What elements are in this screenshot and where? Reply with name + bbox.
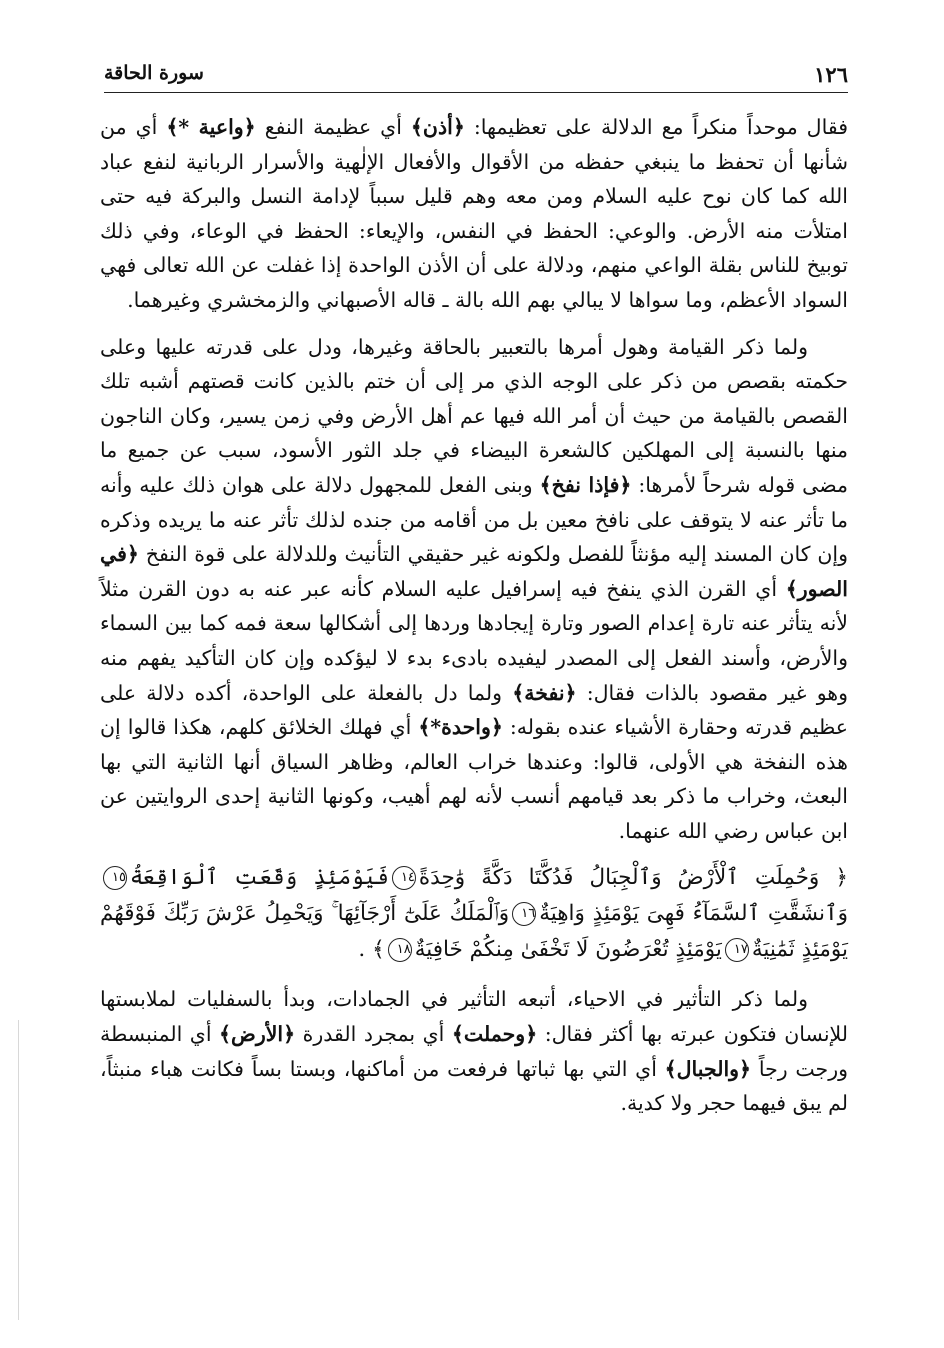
surah-title: سورة الحاقة [104,62,204,84]
text-run: أي بمجرد القدرة [295,1022,452,1047]
page-number: ١٢٦ [814,62,848,87]
text-run: ولما ذكر القيامة وهول أمرها بالتعبير بالحاقة وغيرها، ودل على قدرته عليها وعلى حكمته بقصص من ذكر على الوجه الذي مر إلى أن ختم بالذين كانت قصتهم أشبه تلك القصص بالقيامة من حيث أن أمر الله فيها عم أهل الأرض وفي زمن يسير، وكان الناجون منها بالنسبة إلى المهلكين كالشعرة البيضاء في جلد الثور الأسود، سبب عن جميع ما مضى قوله شرحاً لأمرها: [100,334,849,497]
verse-number-marker: ١٨ [388,938,412,962]
verse-text: وَحُمِلَتِ ٱلْأَرْضُ وَٱلْجِبَالُ فَدُكَّتَا دَكَّةً وَٰحِدَةً [418,865,820,891]
bracket-open: ﴿ [835,865,848,891]
verse-text: وَٱلْمَلَكُ عَلَىٰٓ أَرْجَآئِهَا ۚ وَيَحْمِلُ عَرْشَ رَبِّكَ فَوْقَهُمْ يَوْمَئِذٍ ثَمَٰنِيَةٌ [100,901,848,963]
quran-keyword: ﴿واعية *﴾ [166,115,256,139]
verse-number-marker: ١٤ [392,866,416,890]
text-run: أي القرن الذي ينفخ فيه إسرافيل عليه السلام كأنه عبر عنه به دون القرن مثلاً لأنه يتأثر عنه تارة إعدام الصور وتارة إيجادها وردها إلى أشكالها سعة فمه كما بين السماء والأرض، وأسند الفعل إلى المصدر ليفيده بادىء بدء لا ليؤكده وإن كان التأكيد يفهم منه وهو غير مقصود بالذات فقال: [100,576,848,705]
quran-keyword: ﴿فإذا نفخ﴾ [539,472,632,497]
paragraph-2 [100,330,848,849]
verse-number-marker: ١٦ [512,902,536,926]
quran-keyword: ﴿نفخة﴾ [512,680,577,705]
scan-margin-line [18,1020,19,1320]
text-run: ولما دل بالفعلة على الواحدة، أكده دلالة على عظيم قدرته وحقارة الأشياء عنده بقوله: [100,680,848,740]
quran-verses-block [100,860,848,968]
text-run: أي فهلك الخلائق كلهم، هكذا قالوا إن هذه النفخة هي الأولى، قالوا: وعندها خراب العالم، وظاهر السياق أنها الثانية التي بها البعث، وخراب ما ذكر بعد قيامهم أنسب لأنه لهم أهيب، وكونها الثانية إحدى الروايتين عن ابن عباس رضي الله عنهما. [100,715,848,843]
verse-text: وَٱنشَقَّتِ ٱلسَّمَآءُ فَهِىَ يَوْمَئِذٍ وَاهِيَةٌ [539,901,848,927]
quran-keyword: ﴿وحملت﴾ [451,1022,538,1047]
paragraph-3 [100,982,848,1120]
page-body [100,110,848,1133]
text-run: فقال موحداً منكراً مع الدلالة على تعظيمها: [464,115,848,139]
text-run: أي من شأنها أن تحفظ ما ينبغي حفظه من الأقوال والأفعال الإلٰهية والأسرار الربانية لنفع عباد الله كما كان نوح عليه السلام ومن معه وهم قليل سبباً لإدامة النسل والبركة فيه حتى امتلأت منه الأرض. والوعي: الحفظ في النفس، والإيعاء: الحفظ في الوعاء، وفي ذلك توبيخ للناس بقلة الواعي منهم، ودلالة على أن الأذن الواحدة إذا غفلت عن الله تعالى فهي السواد الأعظم، وما سواها لا يبالي بهم الله بالة ـ قاله الأصبهاني والزمخشري وغيرهما. [100,115,848,312]
bracket-close: ﴾ . [358,937,385,963]
quran-keyword: ﴿الأرض﴾ [219,1022,296,1047]
text-run: وبنى الفعل للمجهول دلالة على هوان ذلك عليه وأنه ما تأثر عنه لا يتوقف على نافخ معين بل من أقامه من جنده لذلك تأثر عنه ما يريده وذكره وإن كان المسند إليه مؤنثاً للفصل ولكونه غير حقيقي التأنيث وللدلالة على قوة النفخ [100,472,848,567]
quran-keyword: ﴿واحدة*﴾ [418,715,503,740]
quran-keyword: ﴿أذن﴾ [410,115,465,139]
text-run: أي عظيمة النفع [255,115,411,139]
page-header [104,58,848,93]
verse-number-marker: ١٥ [103,866,127,890]
quran-keyword: ﴿في الصور﴾ [100,542,848,601]
verse-number-marker: ١٧ [725,938,749,962]
quran-keyword: ﴿والجبال﴾ [664,1056,752,1081]
paragraph-1 [100,110,848,318]
verse-text: فَيَوْمَئِذٍ وَقَعَتِ ٱلْوَاقِعَةُ [130,865,389,891]
text-run: أي المنبسطة ورجت رجاً [100,1022,848,1081]
text-run: ولما ذكر التأثير في الاحياء، أتبعه التأثير في الجمادات، وبدأ بالسفليات لملابستها للإنسان فتكون عبرته بها أكثر فقال: [100,987,848,1047]
text-run: أي التي بها ثباتها فرفعت من أماكنها، وبستا بساً فكانت هباء منبثاً، لم يبق فيهما حجر ولا كدية. [100,1056,848,1116]
verse-text: يَوْمَئِذٍ تُعْرَضُونَ لَا تَخْفَىٰ مِنكُمْ خَافِيَةٌ [414,937,722,963]
